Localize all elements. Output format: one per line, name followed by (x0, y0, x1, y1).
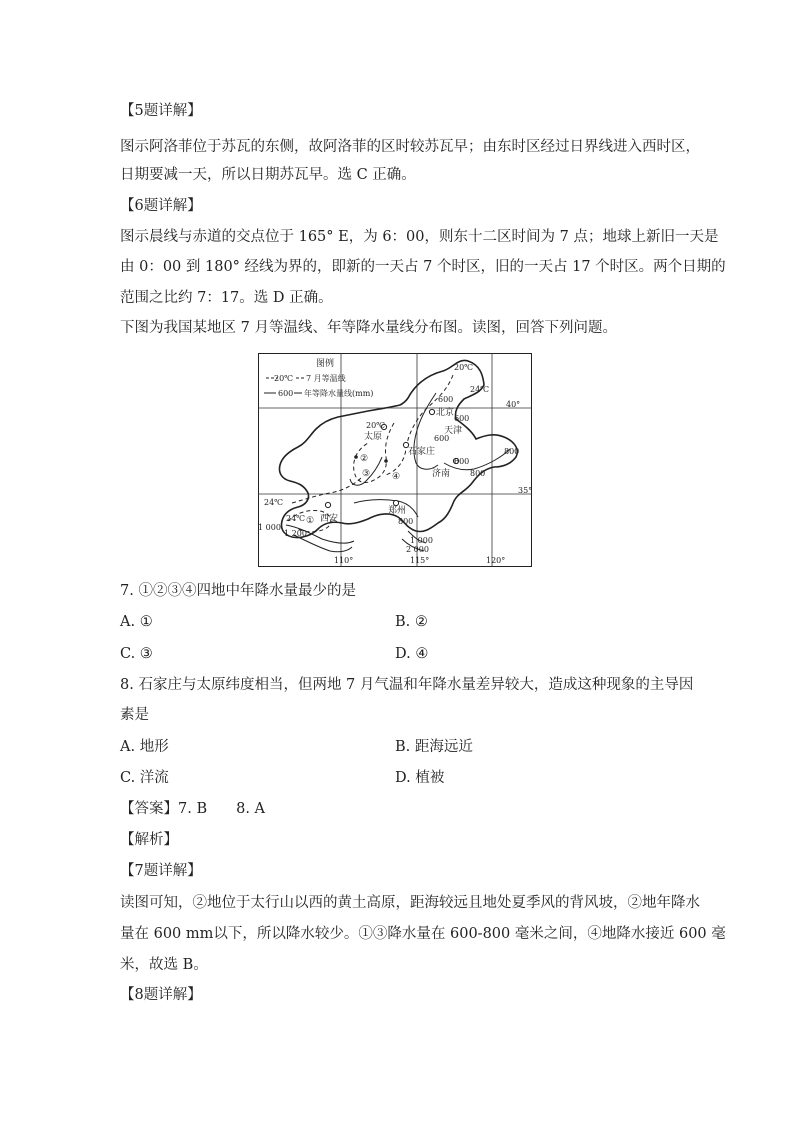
marker-2: ② (360, 454, 369, 464)
city-shijiazhuang: 石家庄 (408, 447, 436, 457)
q5-heading: 【5题详解】 (120, 103, 202, 119)
xian-dot (325, 502, 330, 507)
q6-line-3: 范围之比约 7：17。选 D 正确。 (120, 290, 333, 306)
q6-line-1: 图示晨线与赤道的交点位于 165° E，为 6：00，则东十二区时间为 7 点；地球上新旧一天是 (120, 229, 719, 245)
marker-1: ① (306, 516, 315, 526)
temp-ne: 24℃ (470, 385, 490, 394)
precip-sd: 800 (504, 447, 520, 456)
precip-sjz: 600 (434, 434, 450, 443)
city-zhengzhou: 郑州 (388, 506, 407, 516)
q7-detail-line-2: 量在 600 mm以下，所以降水较少。①③降水量在 600-800 毫米之间，④地降水接近 600 毫 (120, 926, 726, 942)
q8-detail-heading: 【8题详解】 (120, 987, 202, 1003)
q7-detail-line-3: 米，故选 B。 (120, 957, 208, 973)
q8-option-a: A. 地形 (120, 739, 169, 755)
precip-east: 800 (470, 469, 486, 478)
q8-stem-2: 素是 (120, 707, 149, 723)
legend-isotherm-text: 7 月等温线 (306, 374, 346, 383)
legend-isohyet-text: 年等降水量线(mm) (304, 389, 374, 398)
legend-isohyet-value: 600 (278, 389, 294, 398)
q5-line-2: 日期要减一天，所以日期苏瓦早。选 C 正确。 (120, 167, 416, 183)
marker-4: ④ (392, 472, 401, 482)
precip-s1000: 1 000 (410, 536, 433, 545)
map-svg (258, 353, 532, 567)
beijing-dot (429, 409, 434, 414)
precip-w1200: 1 200 (284, 529, 307, 538)
q7-detail-line-1: 读图可知，②地位于太行山以西的黄土高原，距海较远且地处夏季风的背风坡，②地年降水 (120, 895, 700, 911)
q5-line-1: 图示阿洛菲位于苏瓦的东侧，故阿洛菲的区时较苏瓦早；由东时区经过日界线进入西时区， (120, 139, 700, 155)
marker-3: ③ (362, 469, 371, 479)
zhengzhou-dot (393, 500, 398, 505)
marker-2-dot (354, 455, 358, 459)
precip-tianjin: 600 (454, 414, 470, 423)
q7-detail-heading: 【7题详解】 (120, 863, 202, 879)
marker-4-dot (384, 459, 388, 463)
city-jinan: 济南 (432, 469, 451, 479)
lon-120-label: 120° (486, 556, 506, 565)
temp-xian: 24℃ (286, 514, 306, 523)
q7-option-a: A. ① (120, 614, 153, 630)
precip-jinan: 600 (454, 457, 470, 466)
q6-heading: 【6题详解】 (120, 198, 202, 214)
precip-s2000: 2 000 (406, 545, 429, 554)
q8-option-b: B. 距海远近 (395, 739, 473, 755)
city-xian: 西安 (320, 514, 339, 524)
lat-35-label: 35° (518, 486, 532, 495)
temp-west: 24℃ (264, 498, 284, 507)
precip-zhengzhou: 800 (398, 517, 414, 526)
q8-option-c: C. 洋流 (120, 770, 169, 786)
q7-option-d: D. ④ (395, 646, 429, 662)
q8-stem-1: 8. 石家庄与太原纬度相当，但两地 7 月气温和年降水量差异较大，造成这种现象的主导因 (120, 677, 694, 693)
lon-110-label: 110° (334, 556, 354, 565)
isotherm-isohyet-map (258, 353, 532, 567)
map-intro: 下图为我国某地区 7 月等温线、年等降水量线分布图。读图，回答下列问题。 (120, 320, 617, 336)
answer-line: 【答案】7. B 8. A (120, 801, 266, 817)
temp-taiyuan: 20℃ (366, 421, 386, 430)
precip-w1000: 1 000 (258, 523, 281, 532)
lon-115-label: 115° (410, 556, 430, 565)
q6-line-2: 由 0：00 到 180° 经线为界的，即新的一天占 7 个时区，旧的一天占 17 个时区。两个日期的 (120, 259, 726, 275)
q7-option-c: C. ③ (120, 646, 153, 662)
city-beijing: 北京 (436, 408, 455, 418)
temp-north: 20℃ (454, 363, 474, 372)
city-tianjin: 天津 (444, 426, 463, 436)
analysis-heading: 【解析】 (120, 832, 178, 848)
lat-40-label: 40° (506, 400, 521, 409)
q7-stem: 7. ①②③④四地中年降水量最少的是 (120, 583, 356, 599)
legend-title: 图例 (316, 359, 335, 369)
legend-isotherm-value: 20℃ (274, 374, 294, 383)
q7-option-b: B. ② (395, 614, 428, 630)
city-taiyuan: 太原 (364, 432, 383, 442)
q8-option-d: D. 植被 (395, 770, 445, 786)
precip-beijing: 600 (438, 395, 454, 404)
